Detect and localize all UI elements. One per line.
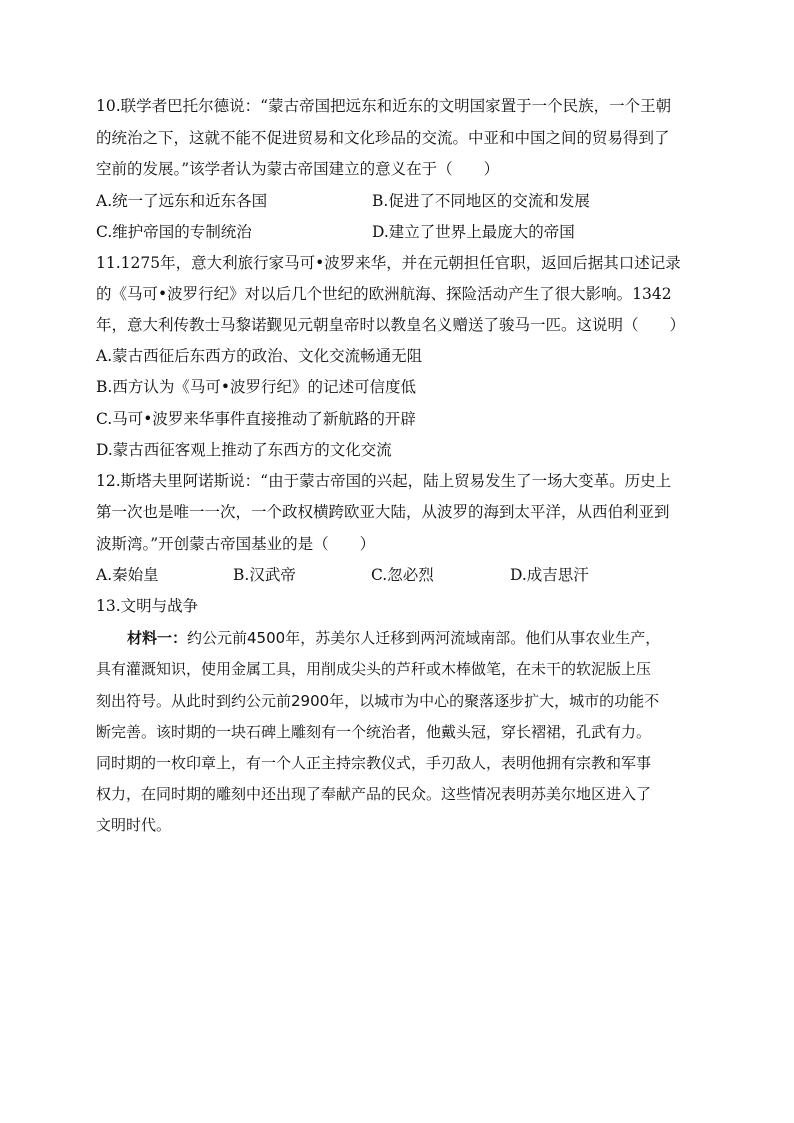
q11-option-b: B.西方认为《马可•波罗行纪》的记述可信度低 (96, 378, 416, 396)
q11-stem-line-2: 的《马可•波罗行纪》对以后几个世纪的欧洲航海、探险活动产生了很大影响。1342 (96, 285, 672, 303)
q11-option-a: A.蒙古西征后东西方的政治、文化交流畅通无阻 (96, 347, 423, 365)
q10-stem-line-3: 空前的发展。”该学者认为蒙古帝国建立的意义在于（ ） (96, 160, 500, 178)
q10-option-c: C.维护帝国的专制统治 (96, 223, 252, 241)
q12-stem-line-2: 第一次也是唯一一次，一个政权横跨欧亚大陆，从波罗的海到太平洋，从西伯利亚到 (96, 503, 670, 521)
q12-option-a: A.秦始皇 (96, 566, 159, 584)
q10-option-a: A.统一了远东和近东各国 (96, 192, 268, 210)
q10-stem-line-1: 10.联学者巴托尔德说：“蒙古帝国把远东和近东的文明国家置于一个民族，一个王朝 (96, 97, 672, 115)
q10-option-b: B.促进了不同地区的交流和发展 (372, 192, 590, 210)
q13-material-line-2: 具有灌溉知识，使用金属工具，用削成尖头的芦秆或木棒做笔，在未干的软泥版上压 (96, 660, 652, 678)
q10-stem-line-2: 的统治之下，这就不能不促进贸易和文化珍品的交流。中亚和中国之间的贸易得到了 (96, 129, 670, 147)
q11-stem-line-3: 年，意大利传教士马黎诺觐见元朝皇帝时以教皇名义赠送了骏马一匹。这说明（ ） (96, 316, 686, 334)
q12-option-d: D.成吉思汗 (510, 566, 589, 584)
q13-material-line-4: 断完善。该时期的一块石碑上雕刻有一个统治者，他戴头冠，穿长褶裙，孔武有力。 (96, 723, 652, 741)
q13-title: 13.文明与战争 (96, 597, 199, 615)
q13-material-line-3: 刻出符号。从此时到约公元前2900年，以城市为中心的聚落逐步扩大，城市的功能不 (96, 692, 660, 710)
material-label: 材料一： (127, 629, 188, 647)
q12-option-b: B.汉武帝 (233, 566, 296, 584)
q12-stem-line-3: 波斯湾。”开创蒙古帝国基业的是（ ） (96, 535, 376, 553)
q13-material-line-6: 权力，在同时期的雕刻中还出现了奉献产品的民众。这些情况表明苏美尔地区进入了 (96, 785, 652, 803)
q12-stem-line-1: 12.斯塔夫里阿诺斯说：“由于蒙古帝国的兴起，陆上贸易发生了一场大变革。历史上 (96, 472, 672, 490)
q10-option-d: D.建立了世界上最庞大的帝国 (372, 223, 575, 241)
q11-option-d: D.蒙古西征客观上推动了东西方的文化交流 (96, 441, 392, 459)
q12-option-c: C.忽必烈 (371, 566, 434, 584)
material-text-1: 约公元前4500年，苏美尔人迁移到两河流域南部。他们从事农业生产， (187, 629, 661, 647)
q11-stem-line-1: 11.1275年，意大利旅行家马可•波罗来华，并在元朝担任官职，返回后据其口述记录 (96, 254, 681, 272)
q11-option-c: C.马可•波罗来华事件直接推动了新航路的开辟 (96, 410, 416, 428)
q13-material-line-1 (127, 628, 660, 648)
q13-material-line-7: 文明时代。 (96, 816, 172, 834)
q13-material-line-5: 同时期的一枚印章上，有一个人正主持宗教仪式，手刃敌人，表明他拥有宗教和军事 (96, 754, 652, 772)
